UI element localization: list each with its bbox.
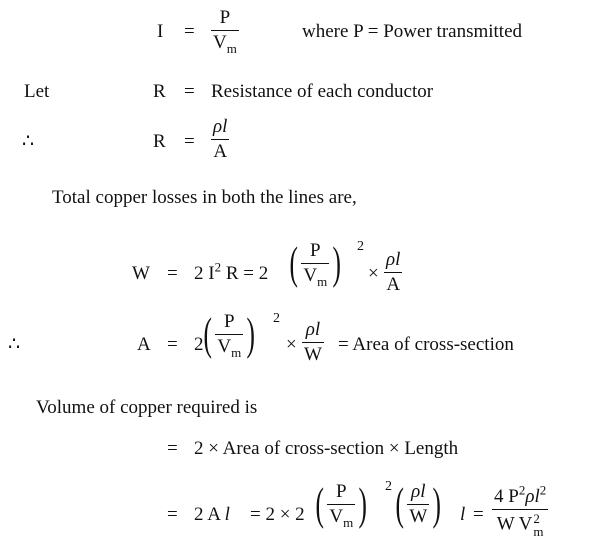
eq6-paren-group: ( $\frac{P}{V_m}$ )	[203, 308, 256, 360]
eq6-rhs: = Area of cross-section	[338, 334, 514, 355]
eq9-final-fraction: 4 $P^2\rho l^2$ W V 2 m	[494, 482, 547, 539]
eq5-lhs: W	[132, 263, 150, 284]
eq9-power: 2	[385, 479, 392, 494]
volume-text: Volume of copper required is	[36, 397, 258, 418]
eq9-paren-group1: ( $\frac{P}{V_m}$ )	[315, 478, 368, 530]
eq1-note: where P = Power transmitted	[302, 21, 523, 42]
eq2-rhs: Resistance of each conductor	[211, 81, 434, 102]
eq3-equals: =	[184, 131, 195, 152]
eq2-equals: =	[184, 81, 195, 102]
eq3-lhs: R	[153, 131, 166, 152]
eq8-equals: =	[167, 438, 178, 459]
let-label: Let	[24, 81, 50, 102]
eq9-equals: =	[167, 504, 178, 525]
eq9-b: = 2 × 2	[250, 504, 305, 525]
eq6-power: 2	[273, 311, 280, 326]
eq5-equals: =	[167, 263, 178, 284]
eq6-lhs: A	[137, 334, 151, 355]
eq5-times: ×	[368, 263, 379, 284]
eq3-fraction: $\frac{\rho l}{A}$	[213, 116, 228, 162]
eq9-l: l	[460, 504, 466, 525]
eq5-rhs: 2 $I^2$ R = 2	[194, 259, 269, 284]
eq5-power: 2	[357, 239, 364, 254]
eq2-lhs: R	[153, 81, 166, 102]
eq1-fraction: $\frac{P}{V_m}$	[213, 7, 237, 56]
eq9-equals2: =	[473, 504, 484, 525]
eq9-paren-group2: ( $\frac{\rho l}{W}$ )	[395, 478, 442, 529]
eq6-fraction2: $\frac{\rho l}{W}$	[304, 319, 322, 365]
therefore-symbol: ∴	[22, 131, 35, 152]
eq9-a: 2 A l	[194, 504, 230, 525]
eq6-two: 2	[194, 334, 204, 355]
eq6-times: ×	[286, 334, 297, 355]
eq8-rhs: 2 × Area of cross-section × Length	[194, 438, 459, 459]
eq6-equals: =	[167, 334, 178, 355]
copper-losses-text: Total copper losses in both the lines are,	[52, 187, 357, 208]
eq1-lhs: I	[157, 21, 164, 42]
eq1-equals: =	[184, 21, 195, 42]
therefore-symbol-2: ∴	[8, 334, 21, 355]
eq5-paren-group: ( $\frac{P}{V_m}$ )	[289, 237, 342, 289]
eq5-fraction2: $\frac{\rho l}{A}$	[386, 249, 401, 295]
